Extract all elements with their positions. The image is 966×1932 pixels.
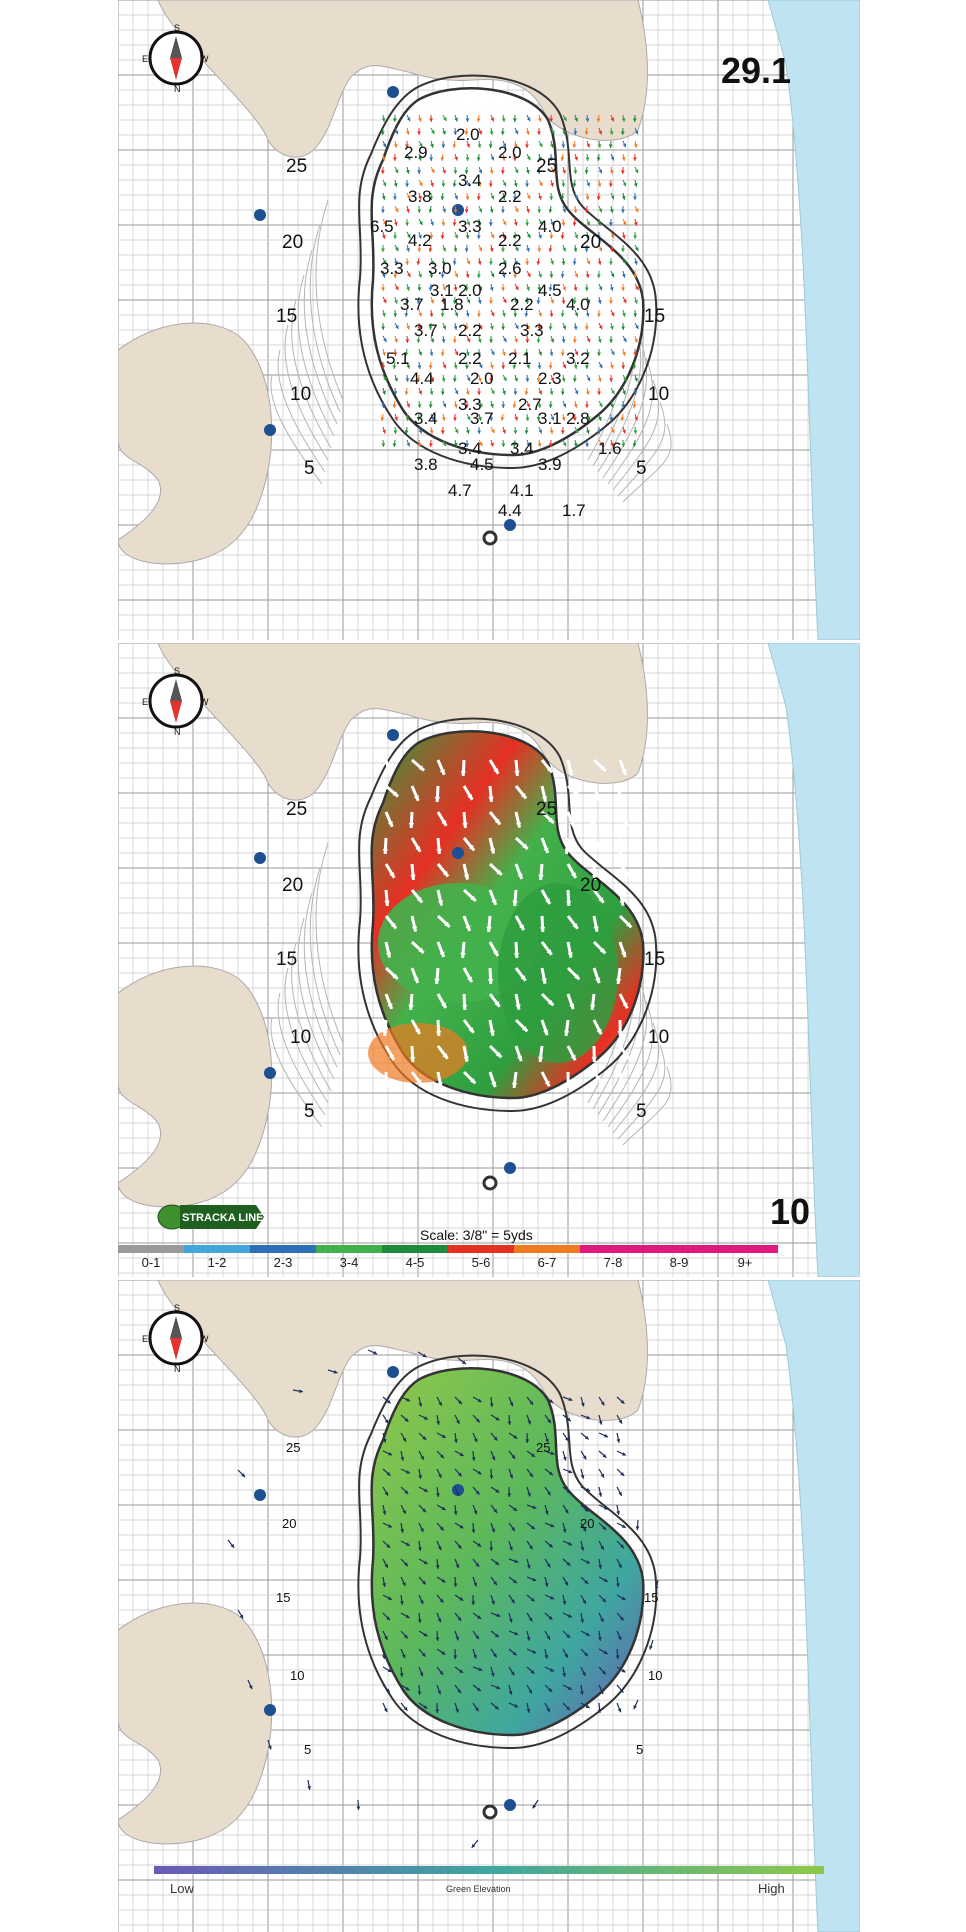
flow-arrowhead <box>566 1083 571 1088</box>
flow-arrowhead <box>609 144 613 148</box>
hole-number: 10 <box>770 1191 811 1232</box>
heat-patch <box>498 883 618 1063</box>
svg-text:N: N <box>174 1364 181 1374</box>
slope-value: 2.0 <box>456 125 480 144</box>
slope-value: 5.1 <box>386 349 410 368</box>
contour-label: 5 <box>636 1101 647 1122</box>
legend-label: 4-5 <box>405 1255 425 1270</box>
flow-arrowhead <box>621 443 625 447</box>
legend-swatch <box>316 1245 382 1253</box>
slope-value: 3.7 <box>400 295 424 314</box>
slope-value: 4.4 <box>410 369 434 388</box>
flow-arrowhead <box>633 157 637 161</box>
slope-value: 2.8 <box>566 409 590 428</box>
svg-text:S: S <box>174 1303 181 1313</box>
slope-value: 2.2 <box>510 295 534 314</box>
legend-swatch <box>250 1245 316 1253</box>
legend-swatch <box>448 1245 514 1253</box>
slope-value: 3.3 <box>458 395 482 414</box>
slope-value: 4.1 <box>510 481 534 500</box>
flow-arrowhead <box>609 183 613 187</box>
contour-label: 25 <box>536 1440 551 1455</box>
contour-label: 15 <box>276 306 298 327</box>
flow-arrowhead <box>634 183 638 187</box>
legend-swatch <box>118 1245 184 1253</box>
slope-value: 3.4 <box>414 409 438 428</box>
legend-label: 9+ <box>737 1255 753 1270</box>
flow-arrowhead <box>429 443 433 447</box>
contour-label: 15 <box>644 949 666 970</box>
slope-value: 2.1 <box>508 349 532 368</box>
stracka-line-logo <box>158 1205 264 1229</box>
slope-value: 3.7 <box>414 321 438 340</box>
flow-arrowhead <box>616 797 621 802</box>
contour-label: 15 <box>644 306 666 327</box>
slope-value: 2.0 <box>470 369 494 388</box>
slope-value: 2.2 <box>498 231 522 250</box>
contour-label: 25 <box>286 799 308 820</box>
slope-value: 2.7 <box>518 395 542 414</box>
legend-label: 7-8 <box>603 1255 623 1270</box>
slope-value: 4.5 <box>470 455 494 474</box>
slope-value: 4.0 <box>538 217 562 236</box>
legend-label: 8-9 <box>669 1255 689 1270</box>
green-3-outline <box>372 1368 644 1735</box>
flow-arrowhead <box>597 196 601 200</box>
slope-value: 4.7 <box>448 481 472 500</box>
slope-value: 3.4 <box>458 439 482 458</box>
slope-value: 1.7 <box>562 501 586 520</box>
water-hazard <box>768 643 860 1277</box>
slope-value: 3.2 <box>566 349 590 368</box>
contour-label: 20 <box>282 1516 297 1531</box>
water-hazard <box>768 1280 860 1932</box>
slope-value: 1.6 <box>598 439 622 458</box>
svg-text:N: N <box>174 84 181 94</box>
slope-value: 3.8 <box>414 455 438 474</box>
flow-arrowhead <box>381 131 385 135</box>
contour-label: 5 <box>636 458 647 479</box>
slope-value: 4.5 <box>538 281 562 300</box>
flow-arrowhead <box>384 1083 389 1088</box>
svg-text:S: S <box>174 666 181 676</box>
contour-label: 5 <box>304 458 315 479</box>
slope-value: 3.1 <box>538 409 562 428</box>
contour-label: 5 <box>304 1742 312 1757</box>
legend-swatch <box>580 1245 646 1253</box>
water-hazard <box>768 0 860 640</box>
bunker-left-1 <box>118 323 272 564</box>
slope-value: 4.0 <box>566 295 590 314</box>
slope-value: 2.6 <box>498 259 522 278</box>
flow-arrowhead <box>622 157 626 161</box>
elevation-low-label: Low <box>170 1881 194 1896</box>
slope-value: 4.2 <box>408 231 432 250</box>
slope-value: 2.2 <box>458 321 482 340</box>
slope-heatmap-panel <box>118 643 860 1277</box>
flow-arrowhead <box>621 170 625 174</box>
contour-label: 10 <box>648 384 670 405</box>
flow-arrowhead <box>634 144 638 148</box>
legend-label: 6-7 <box>537 1255 557 1270</box>
elevation-title: Green Elevation <box>446 1884 511 1894</box>
flow-arrowhead <box>573 170 577 174</box>
contour-label: 10 <box>290 384 312 405</box>
flow-arrowhead <box>622 196 626 200</box>
flow-arrowhead <box>633 235 637 239</box>
flow-arrowhead <box>622 235 626 239</box>
slope-value: 3.4 <box>458 171 482 190</box>
legend-label: 0-1 <box>141 1255 161 1270</box>
contour-label: 10 <box>290 1668 305 1683</box>
slope-value: 3.3 <box>380 259 404 278</box>
svg-text:S: S <box>174 23 181 33</box>
elevation-high-label: High <box>758 1881 785 1896</box>
flow-arrowhead <box>561 183 565 187</box>
slope-value: 3.4 <box>510 439 534 458</box>
flow-arrowhead <box>561 144 565 148</box>
slope-value: 2.0 <box>458 281 482 300</box>
elevation-panel <box>118 1280 860 1932</box>
flow-arrowhead <box>585 170 589 174</box>
flow-arrowhead <box>356 1806 360 1810</box>
legend-swatch <box>712 1245 778 1253</box>
logo-text: STRACKA LINE <box>182 1212 264 1224</box>
svg-text:W: W <box>200 54 209 64</box>
flow-arrowhead <box>621 209 625 213</box>
slope-value: 2.2 <box>498 187 522 206</box>
contour-label: 5 <box>304 1101 315 1122</box>
flow-arrowhead <box>636 1526 640 1530</box>
flow-arrowhead <box>621 248 625 252</box>
bunker-left-2 <box>118 966 272 1207</box>
slope-value: 2.9 <box>404 143 428 162</box>
svg-text:W: W <box>200 1334 209 1344</box>
flow-arrowhead <box>597 157 601 161</box>
legend-label: 2-3 <box>273 1255 293 1270</box>
slope-value: 6.5 <box>370 217 394 236</box>
contour-label: 10 <box>648 1027 670 1048</box>
legend-label: 3-4 <box>339 1255 359 1270</box>
hole-location-2 <box>484 1177 496 1189</box>
contour-label: 20 <box>282 232 304 253</box>
svg-text:E: E <box>142 697 149 707</box>
elevation-legend-bar <box>154 1866 824 1874</box>
svg-text:W: W <box>200 697 209 707</box>
flow-arrowhead <box>634 261 638 265</box>
contour-label: 20 <box>282 875 304 896</box>
contour-label: 20 <box>580 875 602 896</box>
svg-text:E: E <box>142 1334 149 1344</box>
slope-value: 3.9 <box>538 455 562 474</box>
flow-arrowhead <box>586 430 590 434</box>
contour-label: 25 <box>536 799 558 820</box>
contour-label: 25 <box>536 156 558 177</box>
slope-value: 1.8 <box>440 295 464 314</box>
slope-values-panel <box>118 0 860 640</box>
flow-arrowhead <box>590 823 595 828</box>
flow-arrowhead <box>633 430 637 434</box>
flow-arrowhead <box>585 443 589 447</box>
slope-value: 3.7 <box>470 409 494 428</box>
contour-label: 25 <box>286 1440 301 1455</box>
contour-label: 20 <box>580 1516 595 1531</box>
slope-value: 2.2 <box>458 349 482 368</box>
legend-label: 1-2 <box>207 1255 227 1270</box>
svg-text:N: N <box>174 727 181 737</box>
contour-label: 10 <box>648 1668 663 1683</box>
elevation-map <box>118 1280 860 1932</box>
legend-label: 5-6 <box>471 1255 491 1270</box>
contour-label: 5 <box>636 1742 644 1757</box>
contour-label: 25 <box>286 156 308 177</box>
svg-text:E: E <box>142 54 149 64</box>
slope-value: 3.3 <box>458 217 482 236</box>
slope-value: 3.8 <box>408 187 432 206</box>
slope-value: 2.3 <box>538 369 562 388</box>
contour-label: 20 <box>580 232 602 253</box>
slope-value: 3.0 <box>428 259 452 278</box>
legend-swatch <box>646 1245 712 1253</box>
contour-label: 15 <box>276 949 298 970</box>
legend-swatch <box>514 1245 580 1253</box>
slope-legend-bar <box>118 1245 778 1253</box>
slope-value: 3.1 <box>430 281 454 300</box>
slope-heatmap-map <box>118 643 860 1277</box>
hole-location-1 <box>484 532 496 544</box>
flow-arrowhead <box>633 196 637 200</box>
legend-swatch <box>184 1245 250 1253</box>
contour-label: 15 <box>644 1590 659 1605</box>
bunker-left-3 <box>118 1603 272 1844</box>
slope-value: 3.3 <box>520 321 544 340</box>
hole-location-3 <box>484 1806 496 1818</box>
hole-total-value: 29.1 <box>721 50 792 91</box>
flow-arrowhead <box>381 443 385 447</box>
flow-arrowhead <box>393 430 397 434</box>
legend-swatch <box>382 1245 448 1253</box>
slope-value: 2.0 <box>498 143 522 162</box>
slope-values-map <box>118 0 860 640</box>
contour-label: 10 <box>290 1027 312 1048</box>
slope-value: 4.4 <box>498 501 522 520</box>
contour-label: 15 <box>276 1590 291 1605</box>
scale-label: Scale: 3/8" = 5yds <box>420 1227 533 1243</box>
